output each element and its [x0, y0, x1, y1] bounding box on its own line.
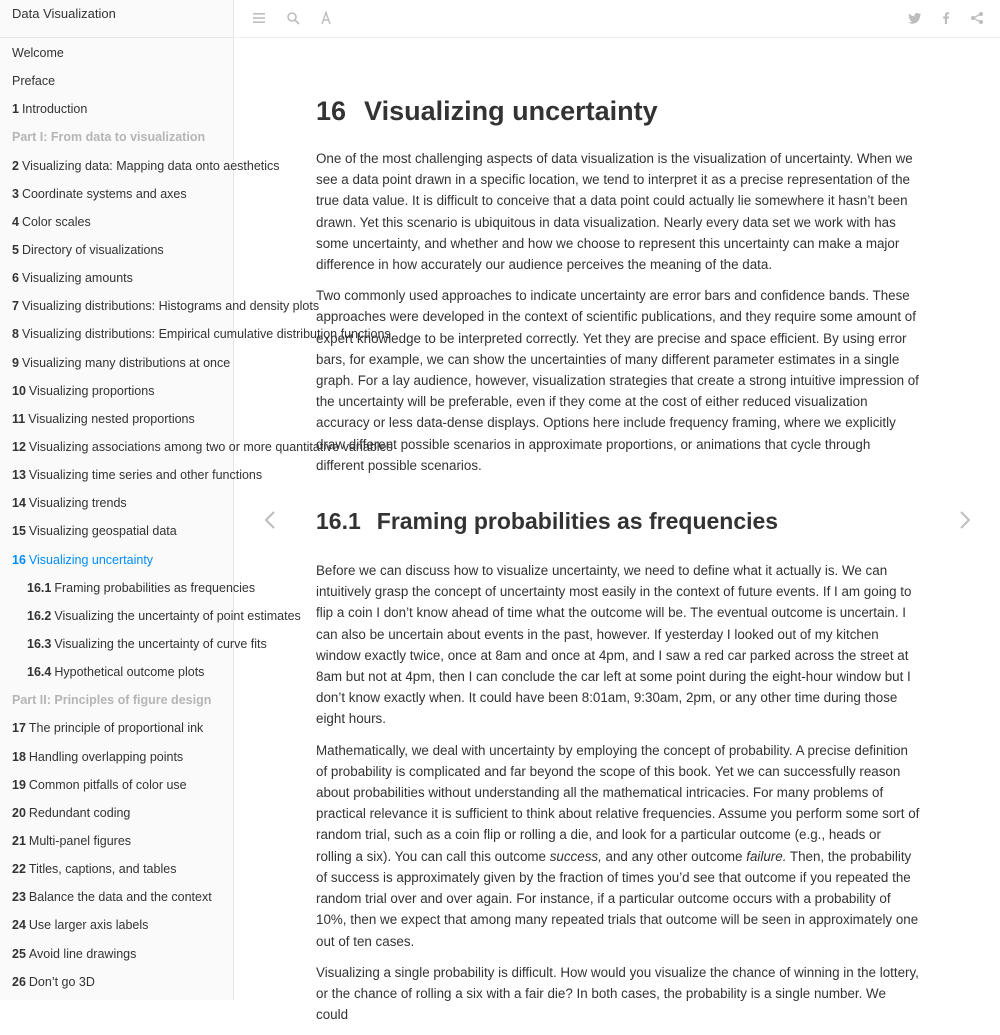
- section-title: [316, 506, 920, 536]
- toc-item[interactable]: [0, 714, 233, 742]
- chapter-title-text: Visualizing uncertainty: [364, 96, 658, 126]
- toc-item[interactable]: [0, 180, 233, 208]
- paragraph: Before we can discuss how to visualize uncertainty, we need to define what it actually is. We can intuitively grasp the concept of uncertainty most easily in the context of future events. If I am going to flip a coin I don’t know ahead of time what the outcome will be. The eventual outcome is uncertain. I can also be uncertain about events in the past, however. If yesterday I looked out of my kitchen window exactly twice, once at 8am and once at 4pm, and I saw a red car parked across the street at 8am but not at 4pm, then I can conclude the car left at some point during the eight-hour window but I don’t know exactly when. It could have been 8:01am, 9:30am, 2pm, or any other time during those eight hours.: [316, 563, 912, 727]
- toolbar: [235, 0, 1000, 38]
- toc-item[interactable]: [0, 940, 233, 968]
- toc-item[interactable]: [0, 827, 233, 855]
- toc-item-number: 4: [12, 214, 19, 229]
- book-title[interactable]: Data Visualization: [0, 0, 233, 38]
- toc-item[interactable]: [0, 517, 233, 545]
- toc-item-label: Coordinate systems and axes: [21, 186, 187, 201]
- toc-item[interactable]: [0, 292, 320, 320]
- sidebar: [0, 0, 393, 1000]
- emphasis-text: failure.: [746, 848, 787, 864]
- share-icon[interactable]: [970, 11, 984, 25]
- toc-item-number: 14: [12, 496, 26, 511]
- toc-item-label: Redundant coding: [28, 805, 131, 820]
- toc-item-label: Framing probabilities as frequencies: [54, 580, 256, 595]
- toc-item-label: Visualizing data: Mapping data onto aesthetics: [21, 158, 280, 173]
- toc-item[interactable]: [0, 658, 233, 686]
- toc-item-label: Visualizing trends: [28, 496, 127, 511]
- paragraph-text: Mathematically, we deal with uncertainty by employing the concept of probability. A precise definition of probability is complicated and far beyond the scope of this book. Yet we can successfully reason about probabilities without understanding all the mathematical intricacies. For many problems of practical relevance it is sufficient to think about relative frequencies. Assume you perform some sort of random trial, such as a coin flip or rolling a die, and look for a particular outcome (e.g., heads or rolling a six). You can call this outcome: [316, 742, 920, 864]
- toc-item-number: 19: [12, 777, 26, 792]
- toc-item-number: 8: [12, 327, 19, 342]
- toc-item[interactable]: [0, 799, 233, 827]
- toc-part-heading: [0, 123, 233, 151]
- toc-item-label: The principle of proportional ink: [28, 721, 204, 736]
- toc-item-number: 16.3: [27, 636, 52, 651]
- toc-item-label: Directory of visualizations: [21, 242, 164, 257]
- toc-item[interactable]: [0, 152, 280, 180]
- toc-item[interactable]: [0, 883, 233, 911]
- table-of-contents: [0, 39, 393, 996]
- toc-item[interactable]: [0, 489, 233, 517]
- toc-item-label: Visualizing time series and other functions: [28, 468, 263, 483]
- toc-item-number: 23: [12, 890, 26, 905]
- toc-item-label: Visualizing distributions: Histograms and density plots: [21, 299, 320, 314]
- main-content: [316, 38, 920, 1035]
- toc-item-label: Common pitfalls of color use: [28, 777, 187, 792]
- toc-item-label: Preface: [12, 74, 56, 89]
- toc-item-label: Visualizing the uncertainty of point estimates: [54, 608, 301, 623]
- toc-item-label: Visualizing amounts: [21, 271, 133, 286]
- chapter-number: 16: [316, 96, 347, 126]
- toc-item-label: Color scales: [21, 214, 91, 229]
- toc-item[interactable]: [0, 546, 233, 574]
- toc-item-number: 2: [12, 158, 19, 173]
- toc-item[interactable]: [0, 208, 233, 236]
- toc-item[interactable]: [0, 574, 256, 602]
- toc-item-number: 25: [12, 946, 26, 961]
- toc-item[interactable]: [0, 95, 233, 123]
- toc-item[interactable]: [0, 602, 301, 630]
- toc-item-label: Visualizing many distributions at once: [21, 355, 231, 370]
- previous-page-arrow-icon[interactable]: [263, 509, 277, 531]
- toc-item-label: Balance the data and the context: [28, 890, 212, 905]
- toc-item-number: 6: [12, 271, 19, 286]
- font-icon[interactable]: [319, 11, 333, 25]
- toc-part-heading: [0, 686, 233, 714]
- toc-item-label: Visualizing proportions: [28, 383, 155, 398]
- toc-item-label: Handling overlapping points: [28, 749, 184, 764]
- toc-item[interactable]: [0, 771, 233, 799]
- toc-item[interactable]: [0, 39, 233, 67]
- toc-item-number: 7: [12, 299, 19, 314]
- menu-icon[interactable]: [252, 11, 266, 25]
- search-icon[interactable]: [286, 11, 300, 25]
- toc-item[interactable]: [0, 349, 233, 377]
- toc-item-number: 16: [12, 552, 26, 567]
- toc-item-number: 22: [12, 862, 26, 877]
- paragraph-text: and any other outcome: [601, 848, 747, 864]
- toc-item-number: 3: [12, 186, 19, 201]
- paragraph: [316, 740, 920, 952]
- toc-item-label: Visualizing uncertainty: [28, 552, 154, 567]
- twitter-icon[interactable]: [908, 11, 922, 25]
- toc-item-label: Part I: From data to visualization: [12, 130, 206, 145]
- toc-item-label: Avoid line drawings: [28, 946, 137, 961]
- toc-item-number: 21: [12, 833, 26, 848]
- section-number: 16.1: [316, 508, 361, 535]
- toc-item-number: 1: [12, 102, 19, 117]
- toc-item-number: 17: [12, 721, 26, 736]
- toc-item[interactable]: [0, 433, 393, 461]
- toc-item-label: Multi-panel figures: [28, 833, 132, 848]
- emphasis-text: success,: [549, 848, 602, 864]
- paragraph: Two commonly used approaches to indicate uncertainty are error bars and confidence bands. These approaches were developed in the context of scientific publications, and they require some amount of expert knowledge to be interpreted correctly. Yet they are precise and space efficient. By using error bars, for example, we can show the uncertainties of many different parameter estimates in a single graph. For a lay audience, however, visualization strategies that create a strong intuitive impression of the uncertainty will be preferable, even if they come at the cost of either reduced visualization accuracy or less data-dense displays. Options here include frequency framing, where we explicitly draw different possible scenarios in approximate proportions, or animations that cycle through different possible scenarios.: [316, 288, 919, 473]
- paragraph: One of the most challenging aspects of data visualization is the visualization of uncertainty. When we see a data point drawn in a specific location, we tend to interpret it as a precise representation of the true data value. It is difficult to conceive that a data point could actually lie somewhere it hasn’t been drawn. Yet this scenario is ubiquitous in data visualization. Nearly every data set we work with has some uncertainty, and whether and how we choose to represent this uncertainty can make a major difference in how accurately our audience perceives the meaning of the data.: [316, 151, 913, 273]
- toc-item-number: 16.4: [27, 665, 52, 680]
- toc-item-label: Part II: Principles of figure design: [12, 693, 212, 708]
- toc-item-number: 10: [12, 383, 26, 398]
- toc-item-label: Welcome: [12, 46, 64, 60]
- toc-item-label: Don’t go 3D: [28, 974, 95, 989]
- toc-item-number: 13: [12, 468, 26, 483]
- toc-item[interactable]: [0, 405, 233, 433]
- toc-item-number: 16.1: [27, 580, 52, 595]
- toc-item[interactable]: [0, 461, 263, 489]
- toc-item-number: 16.2: [27, 608, 52, 623]
- toc-item[interactable]: [0, 855, 233, 883]
- toc-item-number: 20: [12, 805, 26, 820]
- toc-item-number: 26: [12, 974, 26, 989]
- toc-item[interactable]: [0, 911, 233, 939]
- toc-item[interactable]: [0, 743, 233, 771]
- toc-item-label: Introduction: [21, 102, 88, 117]
- toc-item[interactable]: [0, 264, 233, 292]
- toc-item-label: Visualizing geospatial data: [28, 524, 177, 539]
- toc-item-number: 15: [12, 524, 26, 539]
- toc-item-label: Visualizing distributions: Empirical cumulative distribution functions: [21, 327, 391, 342]
- toc-item-label: Visualizing nested proportions: [28, 411, 195, 426]
- section-title-text: Framing probabilities as frequencies: [376, 508, 779, 535]
- toc-item-number: 11: [12, 411, 26, 426]
- toc-item-number: 5: [12, 242, 19, 257]
- toc-item-number: 24: [12, 918, 26, 933]
- toc-item-number: 9: [12, 355, 19, 370]
- next-page-arrow-icon[interactable]: [958, 509, 972, 531]
- toc-item-number: 18: [12, 749, 26, 764]
- toc-item-label: Titles, captions, and tables: [28, 862, 177, 877]
- toc-item[interactable]: [0, 630, 267, 658]
- toc-item-label: Visualizing the uncertainty of curve fits: [54, 636, 267, 651]
- toc-item[interactable]: [0, 377, 233, 405]
- toc-item[interactable]: [0, 320, 391, 348]
- toc-item-number: 12: [12, 439, 26, 454]
- toc-item-label: Visualizing associations among two or more quantitative variables: [28, 439, 393, 454]
- toc-item[interactable]: [0, 236, 233, 264]
- toc-item-label: Use larger axis labels: [28, 918, 149, 933]
- toc-item[interactable]: [0, 67, 233, 95]
- chapter-title: [316, 94, 920, 128]
- paragraph-text: Then, the probability of success is approximately given by the fraction of times you’d see that outcome if you repeated the random trial over and over again. For instance, if a particular outcome occurs with a probability of 10%, then we expect that among many repeated trials that outcome will be seen in approximately one out of ten cases.: [316, 848, 919, 949]
- toc-item[interactable]: [0, 968, 233, 996]
- toc-item-label: Hypothetical outcome plots: [54, 665, 205, 680]
- paragraph: Visualizing a single probability is difficult. How would you visualize the chance of winning in the lottery, or the chance of rolling a six with a fair die? In both cases, the probability is a single number. We could: [316, 964, 919, 1023]
- facebook-icon[interactable]: [939, 11, 953, 25]
